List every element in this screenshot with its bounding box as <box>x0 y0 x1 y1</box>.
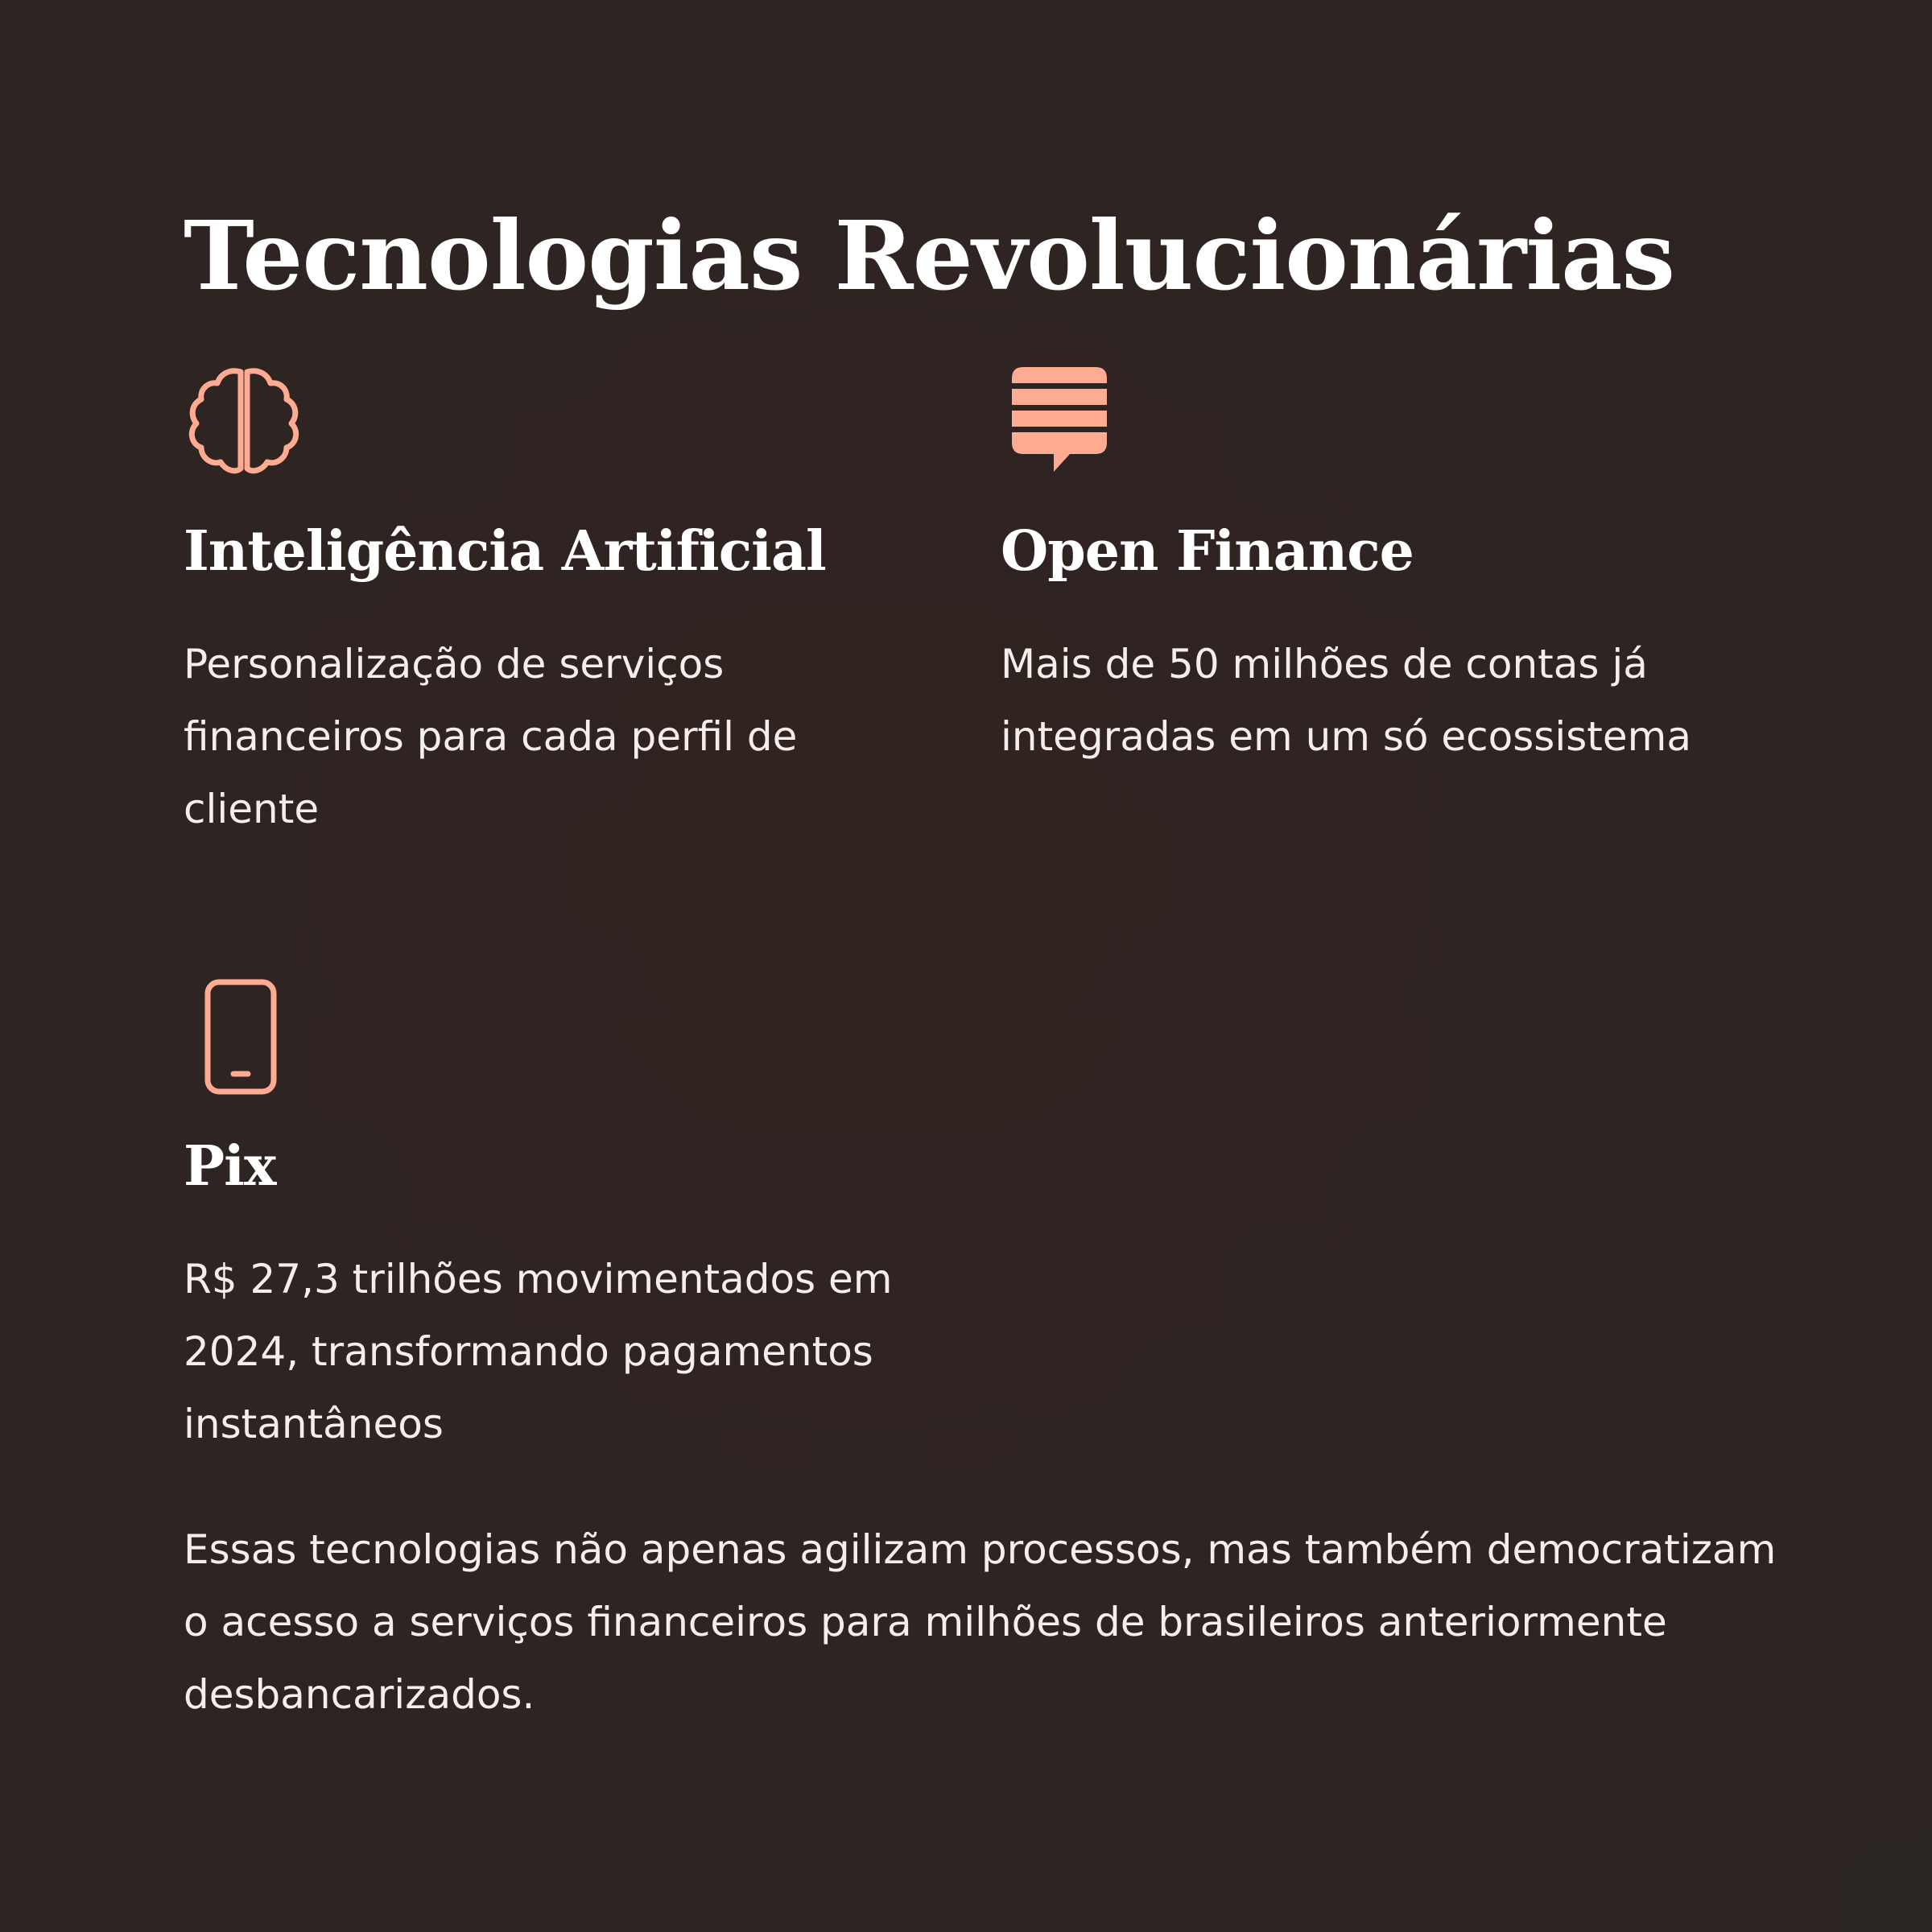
feature-description-ai: Personalização de serviços financeiros para cada perfil de cliente <box>184 641 798 832</box>
closing-paragraph: Essas tecnologias não apenas agilizam processos, mas também democratizam o acesso a serviços financeiros para milhões de brasileiros anteriormente desbancarizados. <box>184 1526 1777 1718</box>
feature-title-open-finance: Open Finance <box>1001 519 1414 584</box>
slide-title: Tecnologias Revolucionárias <box>184 200 1675 312</box>
message-lines-icon <box>1001 362 1121 483</box>
feature-card-open-finance <box>1001 362 1773 760</box>
feature-title-pix: Pix <box>184 1134 276 1199</box>
feature-description-open-finance: Mais de 50 milhões de contas já integradas em um só ecossistema <box>1001 641 1691 760</box>
feature-card-pix <box>184 977 956 1447</box>
feature-card-ai <box>184 362 956 832</box>
brain-icon <box>184 362 304 483</box>
feature-title-ai: Inteligência Artificial <box>184 519 826 584</box>
feature-description-pix: R$ 27,3 trilhões movimentados em 2024, transformando pagamentos instantâneos <box>184 1256 893 1447</box>
smartphone-icon <box>184 977 304 1098</box>
